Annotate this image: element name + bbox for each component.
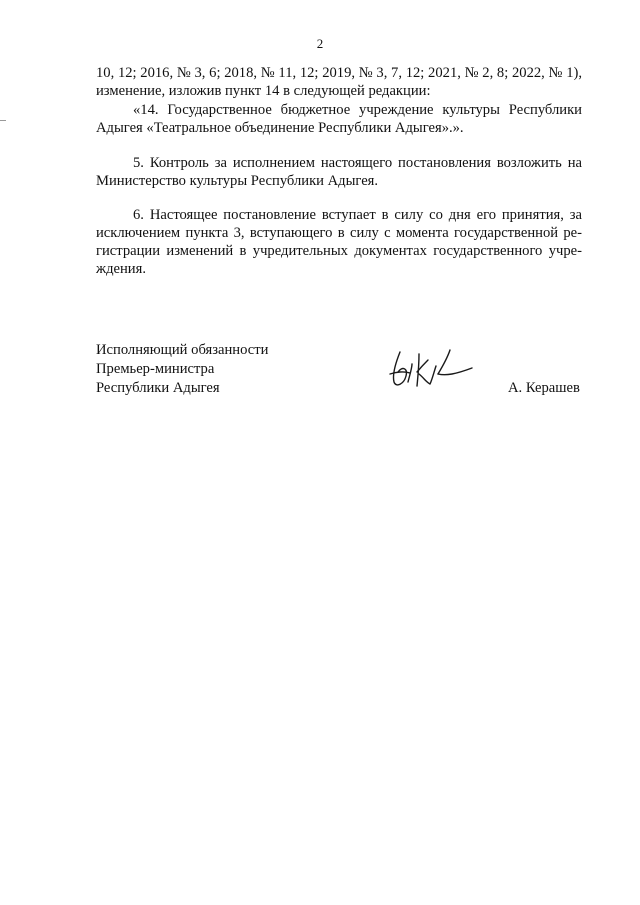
signatory-title-line: Исполняющий обязанности (96, 342, 269, 358)
item-6-line: 6. Настоящее постановление вступает в силу со дня его принятия, за (133, 207, 582, 223)
page-number: 2 (316, 36, 324, 51)
signatory-name: А. Керашев (508, 380, 580, 396)
paragraph-text-line: изменение, изложив пункт 14 в следующей редакции: (96, 83, 431, 99)
quoted-item-line: «14. Государственное бюджетное учреждение культуры Республики (133, 102, 582, 118)
margin-mark (0, 120, 6, 121)
quoted-item-line: Адыгея «Театральное объединение Республики Адыгея».». (96, 120, 464, 136)
item-6-line: исключением пункта 3, вступающего в силу с момента государственной ре- (96, 225, 582, 241)
paragraph-text-line: 10, 12; 2016, № 3, 6; 2018, № 11, 12; 2019, № 3, 7, 12; 2021, № 2, 8; 2022, № 1), (96, 65, 582, 81)
item-5-line: Министерство культуры Республики Адыгея. (96, 173, 379, 189)
item-6-line: ждения. (96, 261, 146, 277)
item-5-line: 5. Контроль за исполнением настоящего постановления возложить на (133, 155, 582, 171)
item-6-line: гистрации изменений в учредительных документах государственного учре- (96, 243, 582, 259)
signatory-title-line: Республики Адыгея (96, 380, 220, 396)
handwritten-signature-icon (386, 344, 482, 392)
signatory-title-line: Премьер-министра (96, 361, 215, 377)
